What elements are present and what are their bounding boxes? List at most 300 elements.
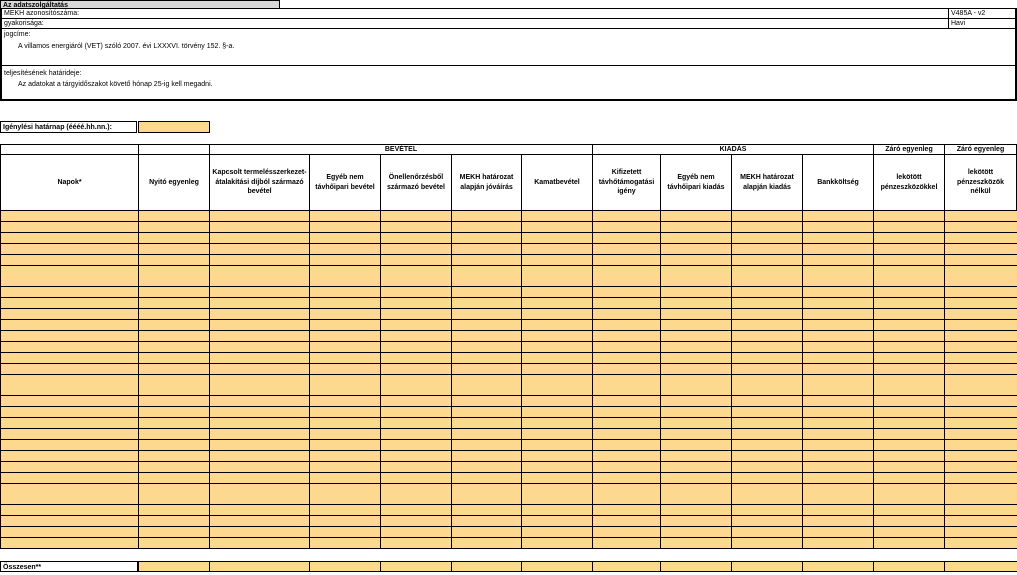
table-cell[interactable] [592, 244, 661, 255]
table-cell[interactable] [521, 494, 593, 505]
total-cell[interactable] [944, 561, 1017, 572]
table-cell[interactable] [0, 287, 139, 298]
table-cell[interactable] [209, 494, 310, 505]
table-cell[interactable] [309, 484, 381, 495]
table-cell[interactable] [731, 320, 803, 331]
table-cell[interactable] [309, 527, 381, 538]
table-cell[interactable] [380, 298, 452, 309]
table-cell[interactable] [451, 407, 522, 418]
table-cell[interactable] [731, 375, 803, 386]
table-cell[interactable] [660, 418, 732, 429]
table-cell[interactable] [944, 320, 1017, 331]
table-cell[interactable] [451, 331, 522, 342]
table-cell[interactable] [0, 516, 139, 527]
table-cell[interactable] [660, 266, 732, 277]
table-cell[interactable] [521, 527, 593, 538]
table-cell[interactable] [802, 538, 874, 549]
table-cell[interactable] [0, 505, 139, 516]
table-cell[interactable] [380, 396, 452, 407]
table-cell[interactable] [521, 309, 593, 320]
table-cell[interactable] [451, 276, 522, 287]
table-cell[interactable] [309, 244, 381, 255]
total-cell[interactable] [873, 561, 945, 572]
table-cell[interactable] [451, 429, 522, 440]
table-cell[interactable] [592, 353, 661, 364]
table-cell[interactable] [873, 276, 945, 287]
table-cell[interactable] [309, 222, 381, 233]
table-cell[interactable] [380, 429, 452, 440]
table-cell[interactable] [802, 364, 874, 375]
table-cell[interactable] [451, 364, 522, 375]
table-cell[interactable] [873, 484, 945, 495]
table-cell[interactable] [209, 298, 310, 309]
table-cell[interactable] [521, 353, 593, 364]
table-cell[interactable] [944, 473, 1017, 484]
table-cell[interactable] [660, 473, 732, 484]
table-cell[interactable] [380, 233, 452, 244]
table-cell[interactable] [521, 233, 593, 244]
table-cell[interactable] [731, 309, 803, 320]
table-cell[interactable] [521, 418, 593, 429]
table-cell[interactable] [731, 222, 803, 233]
table-cell[interactable] [944, 527, 1017, 538]
table-cell[interactable] [380, 211, 452, 222]
table-cell[interactable] [521, 342, 593, 353]
table-cell[interactable] [731, 505, 803, 516]
table-cell[interactable] [451, 451, 522, 462]
table-cell[interactable] [592, 527, 661, 538]
table-cell[interactable] [138, 407, 210, 418]
table-cell[interactable] [802, 440, 874, 451]
table-cell[interactable] [209, 364, 310, 375]
table-cell[interactable] [592, 462, 661, 473]
table-cell[interactable] [380, 353, 452, 364]
table-cell[interactable] [0, 418, 139, 429]
table-cell[interactable] [0, 494, 139, 505]
table-cell[interactable] [309, 418, 381, 429]
table-cell[interactable] [592, 298, 661, 309]
table-cell[interactable] [521, 298, 593, 309]
table-cell[interactable] [0, 527, 139, 538]
table-cell[interactable] [592, 276, 661, 287]
table-cell[interactable] [521, 385, 593, 396]
table-cell[interactable] [660, 505, 732, 516]
table-cell[interactable] [731, 527, 803, 538]
table-cell[interactable] [309, 407, 381, 418]
table-cell[interactable] [521, 484, 593, 495]
table-cell[interactable] [592, 407, 661, 418]
table-cell[interactable] [660, 364, 732, 375]
table-cell[interactable] [660, 222, 732, 233]
table-cell[interactable] [802, 309, 874, 320]
table-cell[interactable] [802, 527, 874, 538]
table-cell[interactable] [0, 462, 139, 473]
total-cell[interactable] [521, 561, 593, 572]
table-cell[interactable] [0, 353, 139, 364]
table-cell[interactable] [802, 255, 874, 266]
table-cell[interactable] [660, 494, 732, 505]
table-cell[interactable] [802, 211, 874, 222]
table-cell[interactable] [660, 484, 732, 495]
table-cell[interactable] [521, 276, 593, 287]
table-cell[interactable] [521, 451, 593, 462]
table-cell[interactable] [802, 516, 874, 527]
table-cell[interactable] [660, 462, 732, 473]
table-cell[interactable] [380, 309, 452, 320]
table-cell[interactable] [209, 244, 310, 255]
table-cell[interactable] [209, 538, 310, 549]
table-cell[interactable] [138, 287, 210, 298]
table-cell[interactable] [802, 276, 874, 287]
table-cell[interactable] [209, 418, 310, 429]
table-cell[interactable] [592, 473, 661, 484]
table-cell[interactable] [309, 298, 381, 309]
table-cell[interactable] [731, 462, 803, 473]
table-cell[interactable] [873, 287, 945, 298]
table-cell[interactable] [380, 255, 452, 266]
table-cell[interactable] [731, 484, 803, 495]
table-cell[interactable] [731, 211, 803, 222]
table-cell[interactable] [731, 516, 803, 527]
table-cell[interactable] [944, 429, 1017, 440]
table-cell[interactable] [944, 484, 1017, 495]
table-cell[interactable] [138, 418, 210, 429]
table-cell[interactable] [660, 287, 732, 298]
table-cell[interactable] [0, 375, 139, 386]
table-cell[interactable] [592, 331, 661, 342]
table-cell[interactable] [0, 309, 139, 320]
table-cell[interactable] [451, 298, 522, 309]
table-cell[interactable] [138, 396, 210, 407]
table-cell[interactable] [380, 527, 452, 538]
table-cell[interactable] [309, 429, 381, 440]
table-cell[interactable] [0, 538, 139, 549]
table-cell[interactable] [0, 364, 139, 375]
total-cell[interactable] [138, 561, 210, 572]
table-cell[interactable] [0, 222, 139, 233]
table-cell[interactable] [309, 385, 381, 396]
table-cell[interactable] [209, 473, 310, 484]
table-cell[interactable] [944, 353, 1017, 364]
table-cell[interactable] [944, 440, 1017, 451]
table-cell[interactable] [138, 266, 210, 277]
table-cell[interactable] [660, 527, 732, 538]
table-cell[interactable] [592, 266, 661, 277]
table-cell[interactable] [451, 462, 522, 473]
table-cell[interactable] [944, 309, 1017, 320]
table-cell[interactable] [521, 429, 593, 440]
table-cell[interactable] [592, 440, 661, 451]
table-cell[interactable] [660, 375, 732, 386]
table-cell[interactable] [802, 484, 874, 495]
table-cell[interactable] [731, 266, 803, 277]
total-cell[interactable] [380, 561, 452, 572]
table-cell[interactable] [138, 462, 210, 473]
table-cell[interactable] [380, 494, 452, 505]
table-cell[interactable] [451, 516, 522, 527]
table-cell[interactable] [802, 244, 874, 255]
table-cell[interactable] [802, 233, 874, 244]
table-cell[interactable] [451, 505, 522, 516]
table-cell[interactable] [660, 255, 732, 266]
table-cell[interactable] [731, 287, 803, 298]
table-cell[interactable] [451, 418, 522, 429]
table-cell[interactable] [380, 418, 452, 429]
table-cell[interactable] [451, 244, 522, 255]
table-cell[interactable] [944, 516, 1017, 527]
table-cell[interactable] [802, 429, 874, 440]
table-cell[interactable] [209, 440, 310, 451]
table-cell[interactable] [660, 538, 732, 549]
table-cell[interactable] [209, 255, 310, 266]
table-cell[interactable] [0, 484, 139, 495]
table-cell[interactable] [873, 222, 945, 233]
table-cell[interactable] [209, 375, 310, 386]
table-cell[interactable] [660, 353, 732, 364]
table-cell[interactable] [731, 364, 803, 375]
total-cell[interactable] [592, 561, 661, 572]
table-cell[interactable] [592, 418, 661, 429]
table-cell[interactable] [802, 331, 874, 342]
table-cell[interactable] [309, 320, 381, 331]
table-cell[interactable] [873, 418, 945, 429]
table-cell[interactable] [0, 385, 139, 396]
table-cell[interactable] [873, 244, 945, 255]
table-cell[interactable] [660, 342, 732, 353]
table-cell[interactable] [873, 320, 945, 331]
table-cell[interactable] [138, 255, 210, 266]
table-cell[interactable] [873, 451, 945, 462]
table-cell[interactable] [138, 440, 210, 451]
table-cell[interactable] [380, 222, 452, 233]
table-cell[interactable] [209, 266, 310, 277]
total-cell[interactable] [660, 561, 732, 572]
table-cell[interactable] [138, 527, 210, 538]
table-cell[interactable] [592, 538, 661, 549]
table-cell[interactable] [731, 353, 803, 364]
table-cell[interactable] [731, 440, 803, 451]
table-cell[interactable] [209, 320, 310, 331]
table-cell[interactable] [802, 287, 874, 298]
table-cell[interactable] [380, 451, 452, 462]
table-cell[interactable] [309, 396, 381, 407]
table-cell[interactable] [802, 222, 874, 233]
table-cell[interactable] [873, 266, 945, 277]
table-cell[interactable] [592, 385, 661, 396]
table-cell[interactable] [731, 407, 803, 418]
table-cell[interactable] [380, 244, 452, 255]
table-cell[interactable] [380, 505, 452, 516]
table-cell[interactable] [592, 429, 661, 440]
table-cell[interactable] [873, 309, 945, 320]
table-cell[interactable] [731, 451, 803, 462]
table-cell[interactable] [380, 375, 452, 386]
table-cell[interactable] [660, 440, 732, 451]
table-cell[interactable] [802, 494, 874, 505]
table-cell[interactable] [731, 244, 803, 255]
table-cell[interactable] [0, 298, 139, 309]
table-cell[interactable] [873, 429, 945, 440]
table-cell[interactable] [209, 527, 310, 538]
table-cell[interactable] [309, 276, 381, 287]
table-cell[interactable] [138, 484, 210, 495]
table-cell[interactable] [138, 211, 210, 222]
table-cell[interactable] [138, 429, 210, 440]
table-cell[interactable] [873, 298, 945, 309]
table-cell[interactable] [138, 353, 210, 364]
table-cell[interactable] [873, 462, 945, 473]
table-cell[interactable] [0, 451, 139, 462]
table-cell[interactable] [873, 385, 945, 396]
table-cell[interactable] [660, 276, 732, 287]
table-cell[interactable] [731, 331, 803, 342]
table-cell[interactable] [209, 516, 310, 527]
total-cell[interactable] [451, 561, 522, 572]
table-cell[interactable] [592, 342, 661, 353]
table-cell[interactable] [138, 451, 210, 462]
table-cell[interactable] [802, 473, 874, 484]
table-cell[interactable] [451, 527, 522, 538]
table-cell[interactable] [451, 342, 522, 353]
table-cell[interactable] [521, 375, 593, 386]
table-cell[interactable] [592, 451, 661, 462]
table-cell[interactable] [380, 266, 452, 277]
table-cell[interactable] [660, 451, 732, 462]
table-cell[interactable] [380, 331, 452, 342]
table-cell[interactable] [309, 538, 381, 549]
table-cell[interactable] [0, 440, 139, 451]
table-cell[interactable] [802, 418, 874, 429]
table-cell[interactable] [660, 429, 732, 440]
table-cell[interactable] [592, 233, 661, 244]
table-cell[interactable] [451, 233, 522, 244]
table-cell[interactable] [592, 364, 661, 375]
table-cell[interactable] [138, 244, 210, 255]
table-cell[interactable] [0, 342, 139, 353]
table-cell[interactable] [451, 396, 522, 407]
table-cell[interactable] [873, 375, 945, 386]
table-cell[interactable] [944, 342, 1017, 353]
table-cell[interactable] [873, 255, 945, 266]
table-cell[interactable] [944, 222, 1017, 233]
table-cell[interactable] [380, 342, 452, 353]
table-cell[interactable] [521, 255, 593, 266]
table-cell[interactable] [521, 440, 593, 451]
table-cell[interactable] [209, 396, 310, 407]
table-cell[interactable] [138, 375, 210, 386]
table-cell[interactable] [451, 538, 522, 549]
table-cell[interactable] [521, 538, 593, 549]
table-cell[interactable] [521, 211, 593, 222]
table-cell[interactable] [521, 287, 593, 298]
table-cell[interactable] [731, 473, 803, 484]
table-cell[interactable] [0, 396, 139, 407]
table-cell[interactable] [521, 407, 593, 418]
table-cell[interactable] [521, 473, 593, 484]
table-cell[interactable] [138, 309, 210, 320]
table-cell[interactable] [660, 233, 732, 244]
table-cell[interactable] [592, 287, 661, 298]
table-cell[interactable] [802, 375, 874, 386]
table-cell[interactable] [873, 527, 945, 538]
table-cell[interactable] [592, 309, 661, 320]
table-cell[interactable] [451, 309, 522, 320]
table-cell[interactable] [731, 342, 803, 353]
table-cell[interactable] [802, 407, 874, 418]
table-cell[interactable] [209, 353, 310, 364]
table-cell[interactable] [592, 396, 661, 407]
table-cell[interactable] [873, 233, 945, 244]
table-cell[interactable] [209, 331, 310, 342]
table-cell[interactable] [731, 276, 803, 287]
table-cell[interactable] [380, 473, 452, 484]
table-cell[interactable] [0, 331, 139, 342]
table-cell[interactable] [309, 255, 381, 266]
table-cell[interactable] [592, 320, 661, 331]
table-cell[interactable] [138, 473, 210, 484]
table-cell[interactable] [0, 473, 139, 484]
table-cell[interactable] [944, 364, 1017, 375]
table-cell[interactable] [660, 516, 732, 527]
table-cell[interactable] [873, 505, 945, 516]
table-cell[interactable] [138, 233, 210, 244]
table-cell[interactable] [138, 342, 210, 353]
table-cell[interactable] [873, 211, 945, 222]
table-cell[interactable] [138, 320, 210, 331]
table-cell[interactable] [944, 538, 1017, 549]
table-cell[interactable] [592, 494, 661, 505]
table-cell[interactable] [0, 320, 139, 331]
table-cell[interactable] [380, 385, 452, 396]
table-cell[interactable] [0, 266, 139, 277]
table-cell[interactable] [802, 462, 874, 473]
table-cell[interactable] [0, 211, 139, 222]
table-cell[interactable] [309, 516, 381, 527]
table-cell[interactable] [451, 440, 522, 451]
table-cell[interactable] [944, 211, 1017, 222]
table-cell[interactable] [451, 385, 522, 396]
table-cell[interactable] [731, 385, 803, 396]
table-cell[interactable] [802, 396, 874, 407]
table-cell[interactable] [0, 429, 139, 440]
table-cell[interactable] [731, 233, 803, 244]
table-cell[interactable] [209, 505, 310, 516]
table-cell[interactable] [802, 505, 874, 516]
table-cell[interactable] [592, 211, 661, 222]
table-cell[interactable] [138, 505, 210, 516]
total-cell[interactable] [309, 561, 381, 572]
table-cell[interactable] [660, 396, 732, 407]
table-cell[interactable] [309, 342, 381, 353]
table-cell[interactable] [138, 494, 210, 505]
table-cell[interactable] [380, 407, 452, 418]
table-cell[interactable] [309, 233, 381, 244]
table-cell[interactable] [451, 494, 522, 505]
table-cell[interactable] [944, 396, 1017, 407]
table-cell[interactable] [138, 222, 210, 233]
table-cell[interactable] [873, 353, 945, 364]
table-cell[interactable] [380, 320, 452, 331]
table-cell[interactable] [802, 298, 874, 309]
table-cell[interactable] [731, 494, 803, 505]
table-cell[interactable] [802, 266, 874, 277]
table-cell[interactable] [209, 211, 310, 222]
table-cell[interactable] [873, 538, 945, 549]
table-cell[interactable] [521, 516, 593, 527]
table-cell[interactable] [592, 255, 661, 266]
table-cell[interactable] [802, 342, 874, 353]
table-cell[interactable] [521, 505, 593, 516]
